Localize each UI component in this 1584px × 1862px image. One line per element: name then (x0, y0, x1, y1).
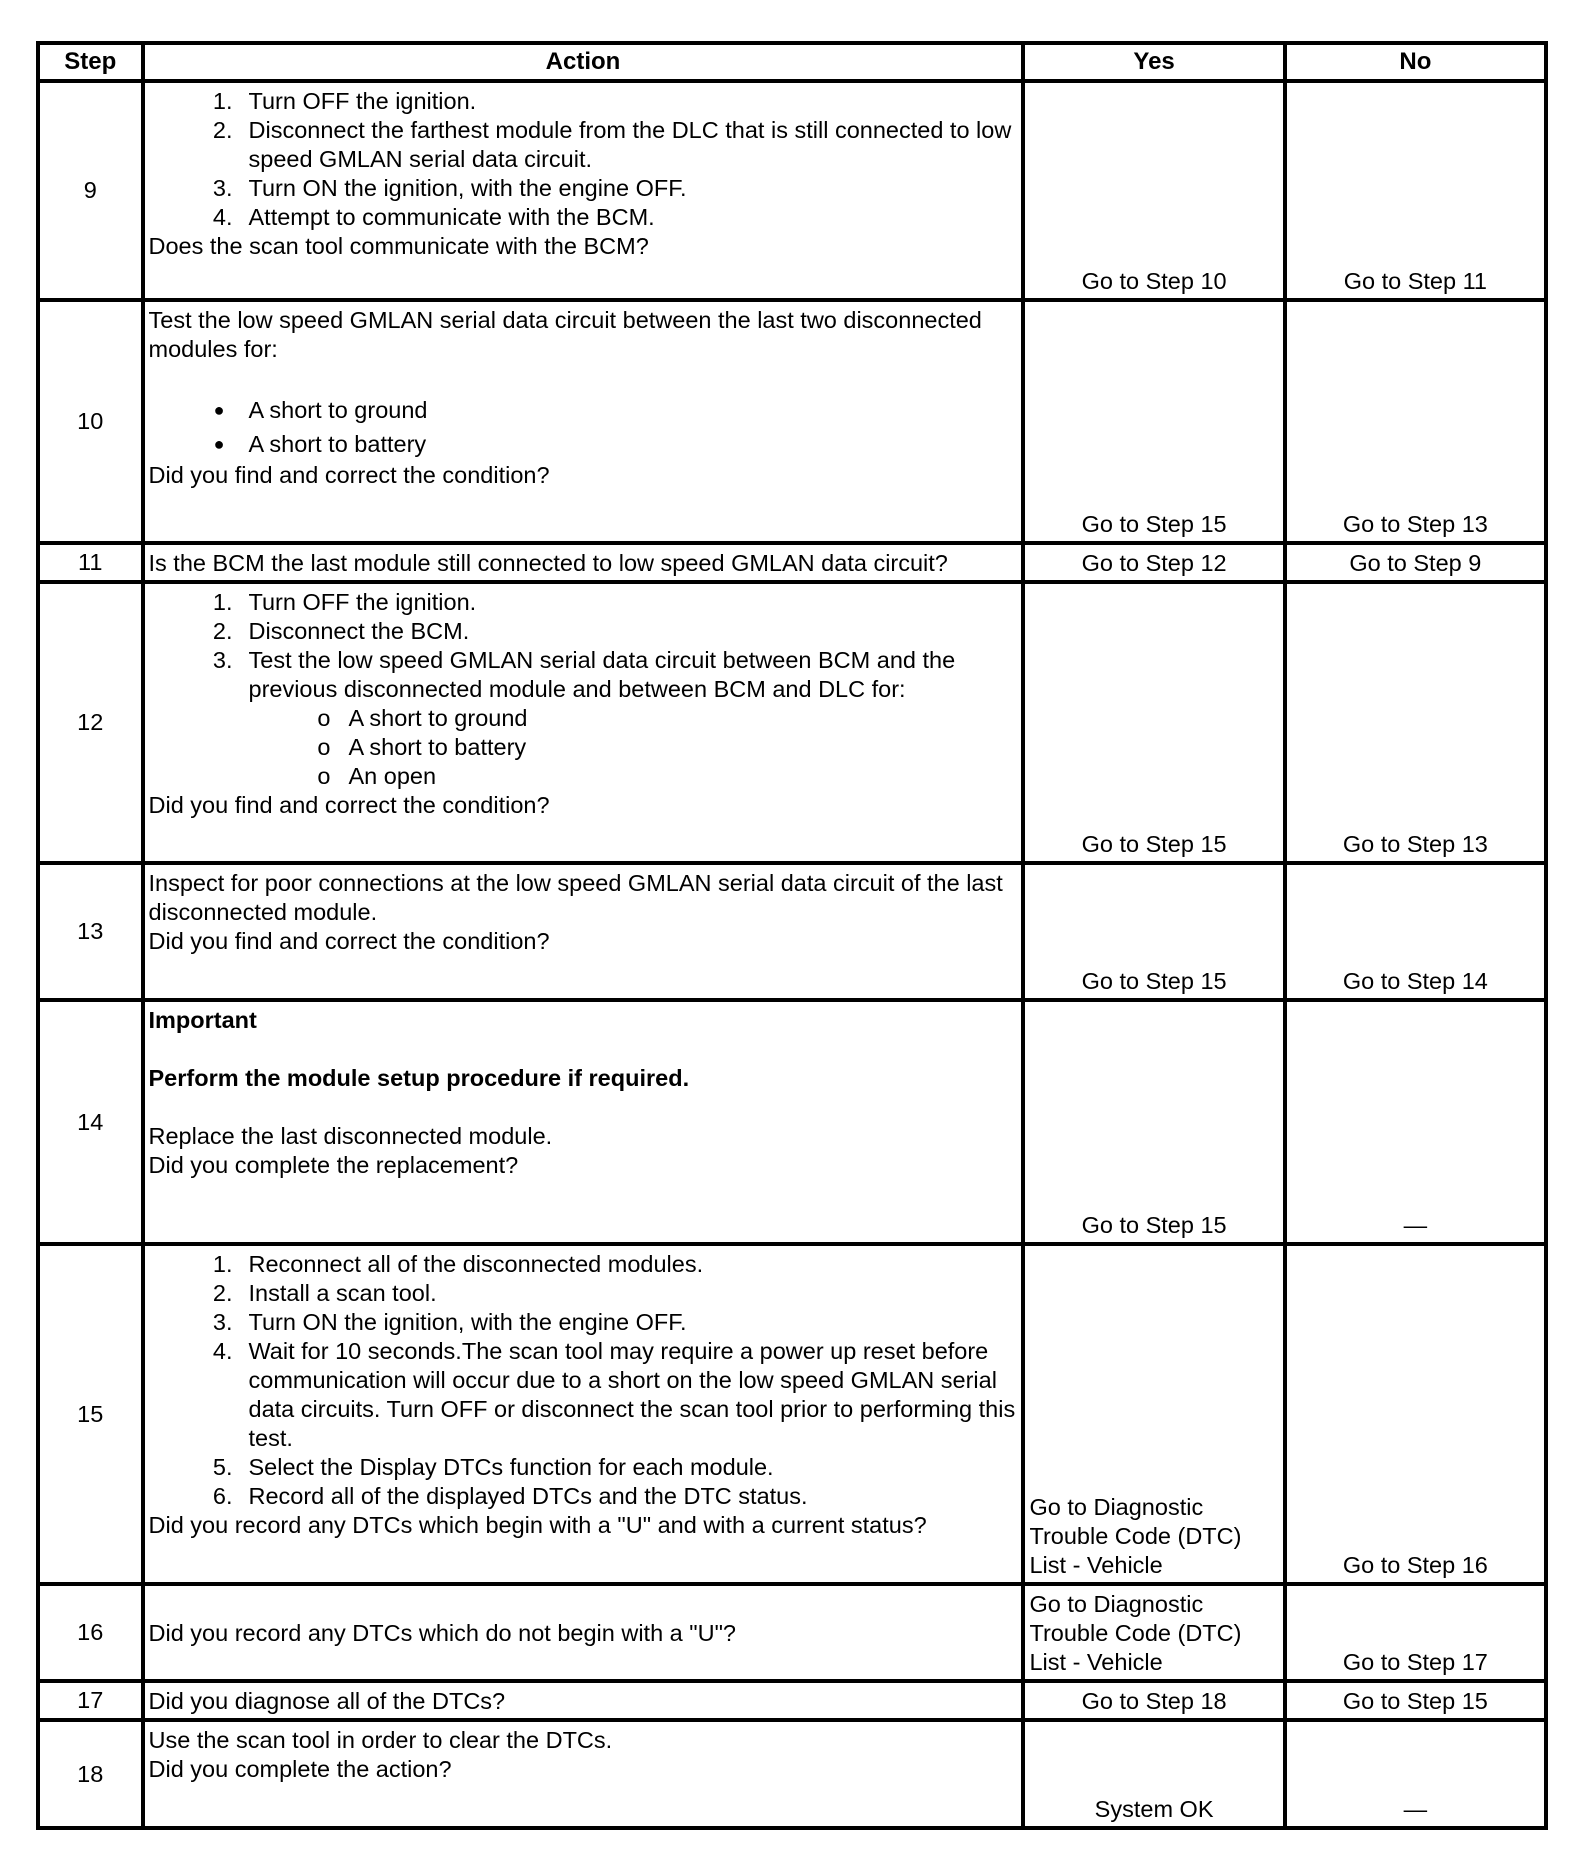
no-cell: Go to Step 9 (1285, 543, 1546, 582)
numbered-steps (149, 1250, 1018, 1511)
no-cell: Go to Step 16 (1285, 1244, 1546, 1584)
list-item: 4. Attempt to communicate with the BCM. (212, 204, 655, 230)
action-cell (143, 863, 1024, 1000)
question-text: Did you complete the action? (148, 1756, 452, 1782)
step-number: 9 (38, 81, 143, 300)
numbered-steps (149, 87, 1018, 232)
sub-list-item: o An open (317, 763, 437, 789)
list-item: 3. Turn ON the ignition, with the engine OFF. (212, 175, 687, 201)
table-row (38, 300, 1546, 543)
important-heading: Important (148, 1007, 257, 1033)
action-cell (143, 300, 1024, 543)
question-text: Did you complete the replacement? (148, 1152, 519, 1178)
numbered-steps (149, 588, 1018, 791)
list-item: 3. Turn ON the ignition, with the engine OFF. (212, 1309, 687, 1335)
list-item: ● A short to battery (213, 430, 427, 457)
question-text: Did you find and correct the condition? (148, 928, 550, 954)
header-yes: Yes (1023, 43, 1284, 81)
list-item: 2. Disconnect the farthest module from the DLC that is still connected to low speed GMLAN serial data circuit. (212, 117, 1012, 172)
table-row (38, 1000, 1546, 1244)
yes-cell: Go to Diagnostic Trouble Code (DTC) List - Vehicle (1023, 1584, 1284, 1681)
header-step: Step (38, 43, 143, 81)
list-item: 3. Test the low speed GMLAN serial data circuit between BCM and the previous disconnected module and between BCM and DLC for: (212, 647, 956, 702)
question-text: Is the BCM the last module still connected to low speed GMLAN data circuit? (148, 550, 948, 576)
step-number: 14 (38, 1000, 143, 1244)
question-text: Did you diagnose all of the DTCs? (148, 1688, 506, 1714)
intro-text: Test the low speed GMLAN serial data circuit between the last two disconnected modules for: (148, 307, 982, 362)
list-item: 1. Reconnect all of the disconnected modules. (212, 1251, 704, 1277)
yes-cell: Go to Step 15 (1023, 582, 1284, 863)
step-number: 18 (38, 1720, 143, 1828)
yes-cell: Go to Step 12 (1023, 543, 1284, 582)
yes-cell: Go to Step 18 (1023, 1681, 1284, 1720)
step-number: 10 (38, 300, 143, 543)
question-text: Does the scan tool communicate with the BCM? (148, 233, 649, 259)
table-row (38, 1244, 1546, 1584)
table-row (38, 863, 1546, 1000)
no-cell: Go to Step 14 (1285, 863, 1546, 1000)
list-item: 4. Wait for 10 seconds.The scan tool may require a power up reset before communication will occur due to a short on the low speed GMLAN serial data circuits. Turn OFF or disconnect the scan tool prior to performing this test. (212, 1338, 1016, 1451)
question-text: Did you find and correct the condition? (148, 792, 550, 818)
no-cell: Go to Step 17 (1285, 1584, 1546, 1681)
step-number: 16 (38, 1584, 143, 1681)
header-row (38, 43, 1546, 81)
action-cell (143, 1720, 1024, 1828)
table-row (38, 543, 1546, 582)
sub-list-item: o A short to battery (317, 734, 527, 760)
yes-cell: System OK (1023, 1720, 1284, 1828)
header-action: Action (143, 43, 1024, 81)
list-item: 1. Turn OFF the ignition. (212, 589, 477, 615)
diagnostic-table-sheet (36, 41, 1548, 1830)
table-row (38, 1720, 1546, 1828)
action-cell (143, 81, 1024, 300)
action-cell (143, 1584, 1024, 1681)
instruction-text: Replace the last disconnected module. (148, 1123, 553, 1149)
step-number: 12 (38, 582, 143, 863)
list-item: 2. Install a scan tool. (212, 1280, 437, 1306)
important-note: Perform the module setup procedure if required. (148, 1065, 690, 1091)
no-cell: Go to Step 15 (1285, 1681, 1546, 1720)
intro-text: Use the scan tool in order to clear the DTCs. (148, 1727, 613, 1753)
no-cell: Go to Step 11 (1285, 81, 1546, 300)
step-number: 11 (38, 543, 143, 582)
yes-cell: Go to Diagnostic Trouble Code (DTC) List - Vehicle (1023, 1244, 1284, 1584)
table-row (38, 81, 1546, 300)
bullet-list (149, 393, 1018, 461)
step-number: 15 (38, 1244, 143, 1584)
no-cell: Go to Step 13 (1285, 582, 1546, 863)
table-row (38, 1681, 1546, 1720)
table-row (38, 1584, 1546, 1681)
list-item: ● A short to ground (213, 396, 428, 423)
question-text: Did you record any DTCs which begin with a "U" and with a current status? (148, 1512, 927, 1538)
yes-cell: Go to Step 10 (1023, 81, 1284, 300)
no-cell: Go to Step 13 (1285, 300, 1546, 543)
no-cell: — (1285, 1000, 1546, 1244)
yes-cell: Go to Step 15 (1023, 300, 1284, 543)
table-row (38, 582, 1546, 863)
action-cell (143, 1000, 1024, 1244)
question-text: Did you record any DTCs which do not begin with a "U"? (148, 1620, 736, 1646)
action-cell (143, 1244, 1024, 1584)
action-cell (143, 543, 1024, 582)
action-cell (143, 1681, 1024, 1720)
action-cell (143, 582, 1024, 863)
diagnostic-table (36, 41, 1548, 1830)
no-cell: — (1285, 1720, 1546, 1828)
step-number: 13 (38, 863, 143, 1000)
intro-text: Inspect for poor connections at the low speed GMLAN serial data circuit of the last disconnected module. (148, 870, 1003, 925)
sub-list-item: o A short to ground (317, 705, 528, 731)
list-item: 1. Turn OFF the ignition. (212, 88, 477, 114)
list-item: 5. Select the Display DTCs function for each module. (212, 1454, 774, 1480)
yes-cell: Go to Step 15 (1023, 1000, 1284, 1244)
yes-cell: Go to Step 15 (1023, 863, 1284, 1000)
question-text: Did you find and correct the condition? (148, 462, 550, 488)
list-item: 6. Record all of the displayed DTCs and the DTC status. (212, 1483, 808, 1509)
step-number: 17 (38, 1681, 143, 1720)
header-no: No (1285, 43, 1546, 81)
list-item: 2. Disconnect the BCM. (212, 618, 470, 644)
